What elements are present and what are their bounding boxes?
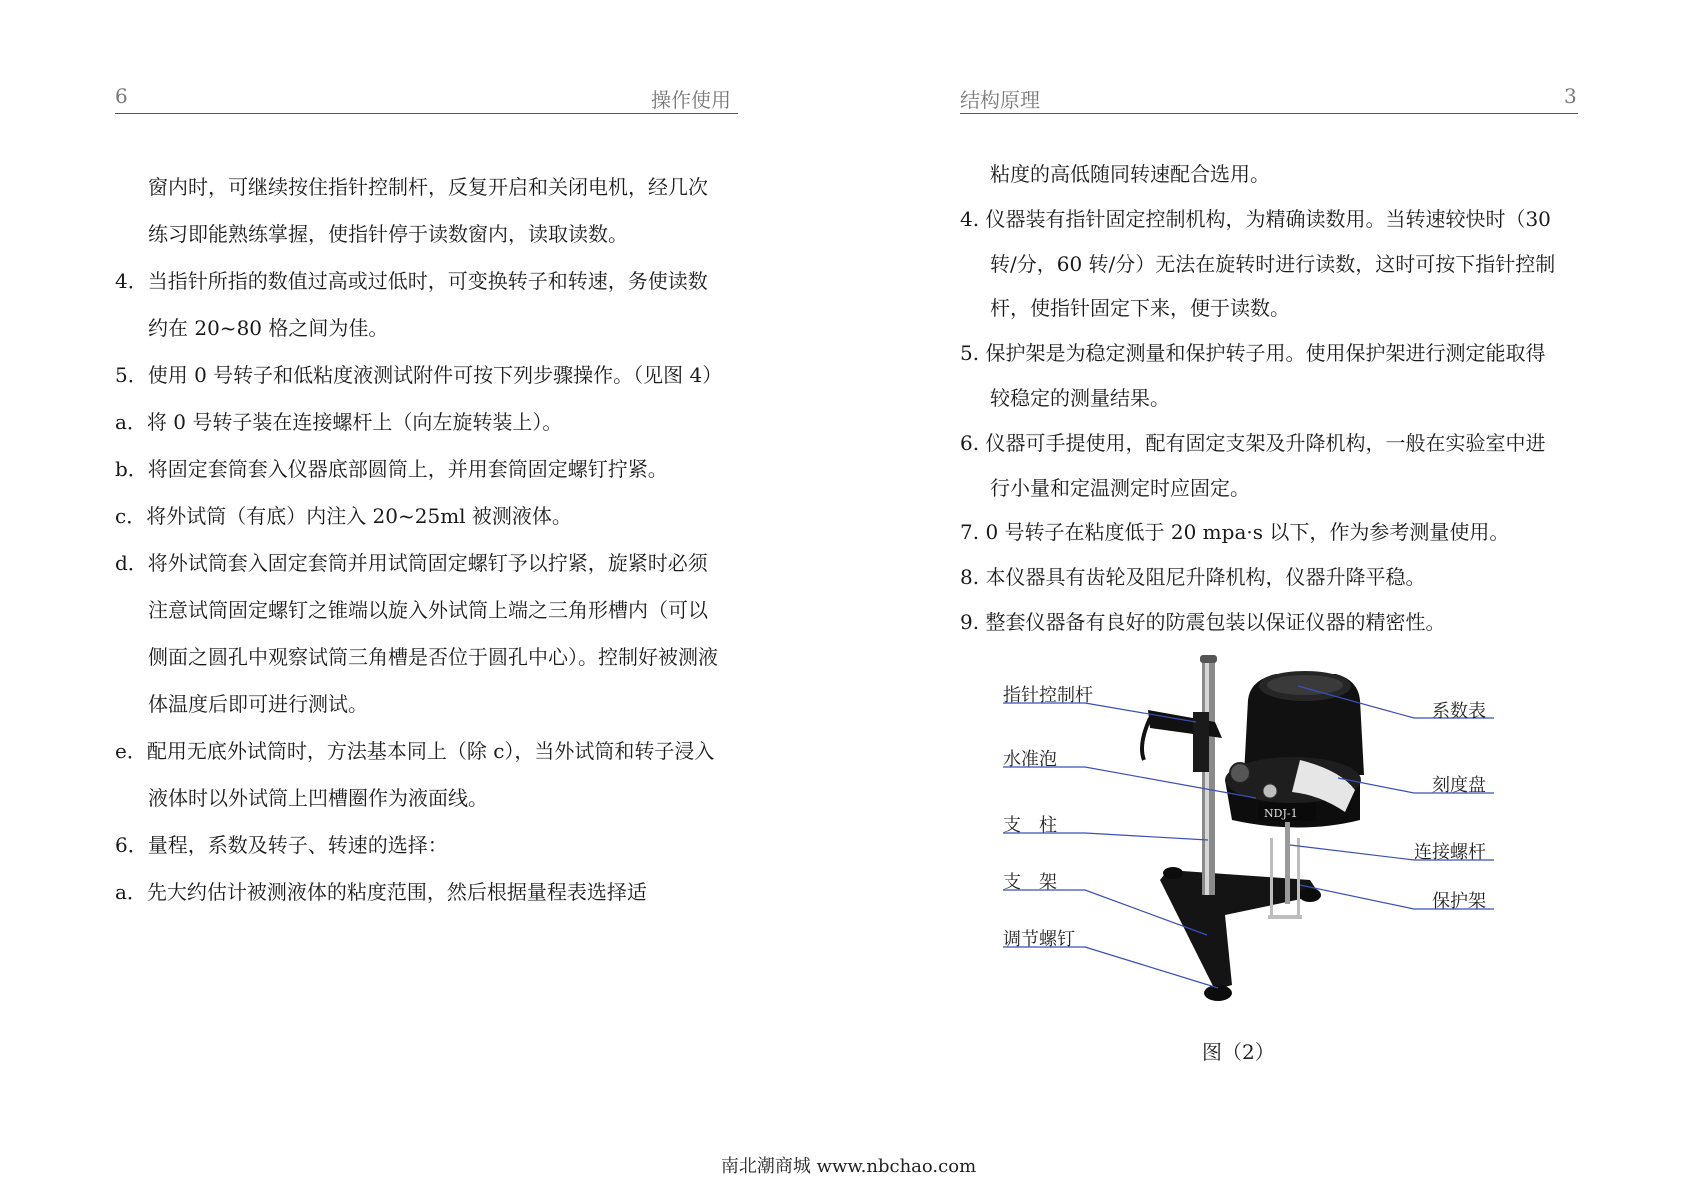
text-line: 侧面之圆孔中观察试筒三角槽是否位于圆孔中心）。控制好被测液: [148, 645, 718, 669]
right-section-title: 结构原理: [960, 88, 1040, 112]
right-page-number: 3: [1564, 84, 1577, 108]
label-bracket: 支 架: [1003, 872, 1057, 893]
text-line: e．配用无底外试筒时，方法基本同上（除 c），当外试筒和转子浸入: [115, 739, 715, 763]
label-guard: 保护架: [1432, 891, 1486, 912]
figure-caption: 图（2）: [1202, 1040, 1275, 1064]
text-line: 5．使用 0 号转子和低粘度液测试附件可按下列步骤操作。（见图 4）: [115, 363, 723, 387]
footer-watermark: 南北潮商城 www.nbchao.com: [720, 1156, 977, 1177]
label-level-bubble: 水准泡: [1003, 749, 1057, 770]
text-line: 杆，使指针固定下来，便于读数。: [990, 296, 1290, 321]
label-pillar: 支 柱: [1003, 815, 1057, 836]
text-line: 约在 20~80 格之间为佳。: [148, 316, 389, 340]
text-line: a．先大约估计被测液体的粘度范围，然后根据量程表选择适: [115, 880, 647, 904]
text-line: 7. 0 号转子在粘度低于 20 mpa·s 以下，作为参考测量使用。: [960, 520, 1510, 545]
text-line: c．将外试筒（有底）内注入 20~25ml 被测液体。: [115, 504, 572, 528]
text-line: 6. 仪器可手提使用，配有固定支架及升降机构，一般在实验室中进: [960, 430, 1546, 455]
label-pointer-lever: 指针控制杆: [1003, 685, 1093, 706]
label-dial: 刻度盘: [1432, 775, 1486, 796]
text-line: 液体时以外试筒上凹槽圈作为液面线。: [148, 786, 488, 810]
text-line: 注意试筒固定螺钉之锥端以旋入外试筒上端之三角形槽内（可以: [148, 598, 708, 622]
text-line: 4. 仪器装有指针固定控制机构，为精确读数用。当转速较快时（30: [960, 206, 1551, 231]
label-connecting-screw: 连接螺杆: [1414, 842, 1486, 863]
text-line: 5. 保护架是为稳定测量和保护转子用。使用保护架进行测定能取得: [960, 341, 1546, 366]
text-line: 4．当指针所指的数值过高或过低时，可变换转子和转速，务使读数: [115, 269, 708, 293]
text-line: 转/分，60 转/分）无法在旋转时进行读数，这时可按下指针控制: [990, 251, 1556, 276]
text-line: 6．量程，系数及转子、转速的选择：: [115, 833, 448, 857]
left-section-title: 操作使用: [651, 88, 731, 112]
text-line: 行小量和定温测定时应固定。: [990, 475, 1250, 500]
text-line: 窗内时，可继续按住指针控制杆，反复开启和关闭电机，经几次: [148, 175, 708, 199]
text-line: b．将固定套筒套入仪器底部圆筒上，并用套筒固定螺钉拧紧。: [115, 457, 668, 481]
device-label: NDJ-1: [1264, 807, 1298, 820]
left-page-number: 6: [115, 84, 128, 108]
text-line: 9. 整套仪器备有良好的防震包装以保证仪器的精密性。: [960, 609, 1446, 634]
text-line: 8. 本仪器具有齿轮及阻尼升降机构，仪器升降平稳。: [960, 565, 1426, 590]
label-adjust-screw: 调节螺钉: [1003, 929, 1075, 950]
text-line: 体温度后即可进行测试。: [148, 692, 368, 716]
text-line: 练习即能熟练掌握，使指针停于读数窗内，读取读数。: [148, 222, 628, 246]
text-line: d．将外试筒套入固定套筒并用试筒固定螺钉予以拧紧，旋紧时必须: [115, 551, 708, 575]
text-line: a．将 0 号转子装在连接螺杆上（向左旋转装上）。: [115, 410, 563, 434]
text-line: 粘度的高低随同转速配合选用。: [990, 162, 1270, 186]
text-line: 较稳定的测量结果。: [990, 385, 1170, 410]
label-factor-table: 系数表: [1432, 701, 1486, 722]
